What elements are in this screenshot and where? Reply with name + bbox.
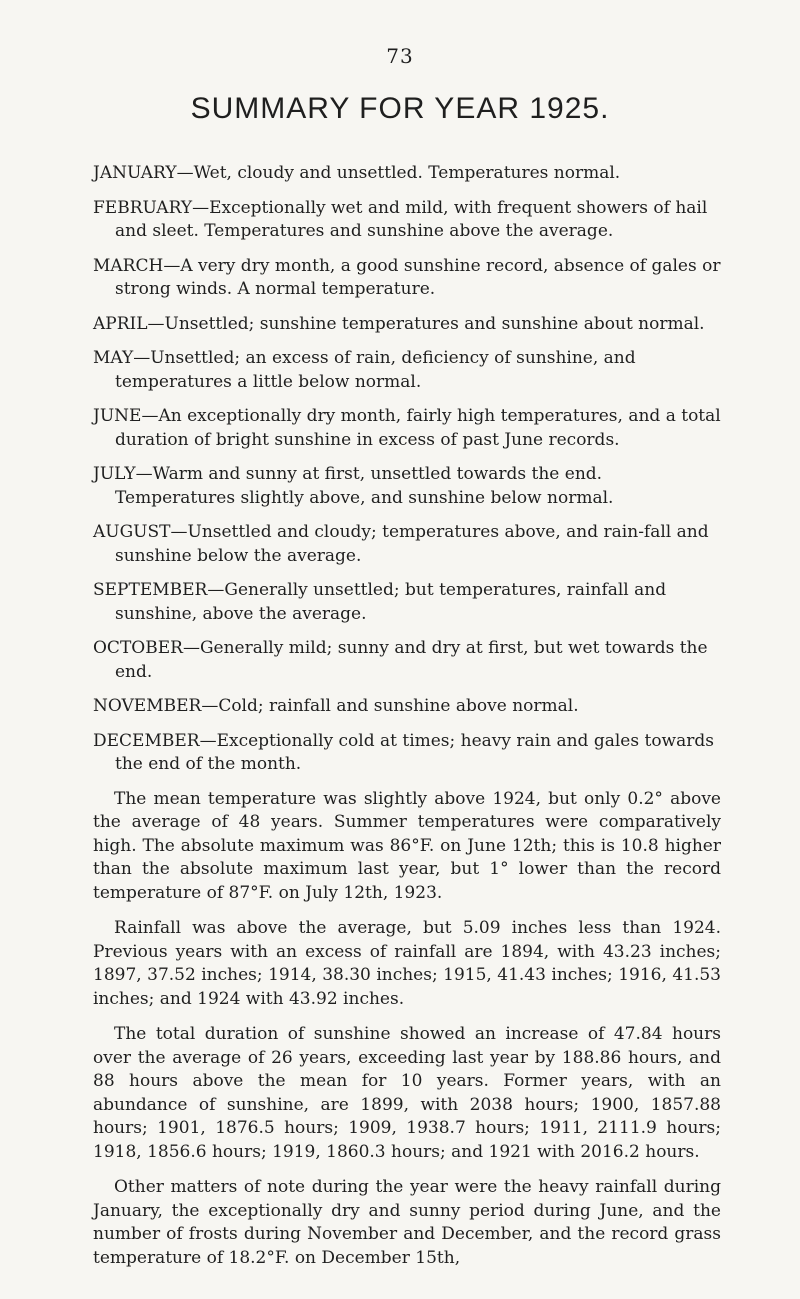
month-entry-february (93, 197, 721, 244)
month-name: JULY (93, 464, 136, 484)
month-name: MARCH (93, 255, 164, 276)
month-name: APRIL (93, 313, 148, 334)
month-name: MAY (93, 348, 134, 368)
month-entry-january (93, 162, 721, 186)
month-name: SEPTEMBER (93, 580, 208, 600)
month-text: —A very dry month, a good sunshine record, absence of gales or strong winds. A normal temperature. (115, 255, 721, 299)
month-entry-july (93, 463, 721, 510)
month-text: —Exceptionally wet and mild, with frequent showers of hail and sleet. Temperatures and sunshine above the average. (115, 197, 708, 241)
month-text: —Unsettled; sunshine temperatures and sunshine about normal. (147, 313, 705, 334)
paragraph-rainfall: Rainfall was above the average, but 5.09 inches less than 1924. Previous years with an excess of rainfall are 1894, with 43.23 inches; 1897, 37.52 inches; 1914, 38.30 inches; 1915, 41.43 inches; 1916, 41.53 inches; and 1924 with 43.92 inches. (93, 918, 721, 1009)
month-entry-april (93, 313, 721, 337)
month-entry-may (93, 347, 721, 394)
month-text: —Unsettled and cloudy; temperatures above, and rain-fall and sunshine below the average. (115, 522, 709, 566)
month-entry-june (93, 405, 721, 452)
month-name: JANUARY (93, 163, 177, 183)
month-text: —Wet, cloudy and unsettled. Temperatures normal. (176, 163, 621, 183)
month-text: —Exceptionally cold at times; heavy rain and gales towards the end of the month. (115, 730, 714, 774)
month-text: —Cold; rainfall and sunshine above normal. (201, 696, 579, 716)
page-number: 73 (386, 44, 414, 68)
month-text: —Generally mild; sunny and dry at first, but wet towards the end. (115, 638, 708, 682)
summary-body (93, 162, 721, 1282)
paragraph-other-matters: Other matters of note during the year were the heavy rainfall during January, the exceptionally dry and sunny period during June, and the number of frosts during November and December, and the record grass temperature of 18.2°F. on December 15th, (93, 1177, 721, 1268)
month-text: —Generally unsettled; but temperatures, rainfall and sunshine, above the average. (115, 580, 667, 624)
month-name: OCTOBER (93, 638, 183, 658)
paragraph-temperature: The mean temperature was slightly above 1924, but only 0.2° above the average of 48 years. Summer temperatures were comparatively high. The absolute maximum was 86°F. on June 12th; this is 10.8 higher than the absolute maximum last year, but 1° lower than the record temperature of 87°F. on July 12th, 1923. (93, 788, 721, 903)
page-title: SUMMARY FOR YEAR 1925. (190, 92, 610, 125)
month-text: —Unsettled; an excess of rain, deficiency of sunshine, and temperatures a little below normal. (115, 348, 636, 392)
month-entry-august (93, 521, 721, 568)
month-name: DECEMBER (93, 730, 200, 751)
month-name: FEBRUARY (93, 197, 193, 218)
month-name: AUGUST (93, 522, 171, 542)
paragraph-sunshine: The total duration of sunshine showed an increase of 47.84 hours over the average of 26 years, exceeding last year by 188.86 hours, and 88 hours above the mean for 10 years. Former years, with an abundance of sunshine, are 1899, with 2038 hours; 1900, 1857.88 hours; 1901, 1876.5 hours; 1909, 1938.7 hours; 1911, 2111.9 hours; 1918, 1856.6 hours; 1919, 1860.3 hours; and 1921 with 2016.2 hours. (93, 1024, 721, 1162)
month-text: —Warm and sunny at first, unsettled towards the end. Temperatures slightly above, and sunshine below normal. (115, 464, 614, 508)
month-entry-december (93, 730, 721, 777)
month-name: NOVEMBER (93, 696, 202, 716)
month-entry-september (93, 579, 721, 626)
month-entry-november (93, 695, 721, 719)
month-name: JUNE (93, 406, 142, 426)
month-text: —An exceptionally dry month, fairly high temperatures, and a total duration of bright sunshine in excess of past June records. (115, 406, 721, 450)
month-entry-october (93, 637, 721, 684)
month-entry-march (93, 255, 721, 302)
